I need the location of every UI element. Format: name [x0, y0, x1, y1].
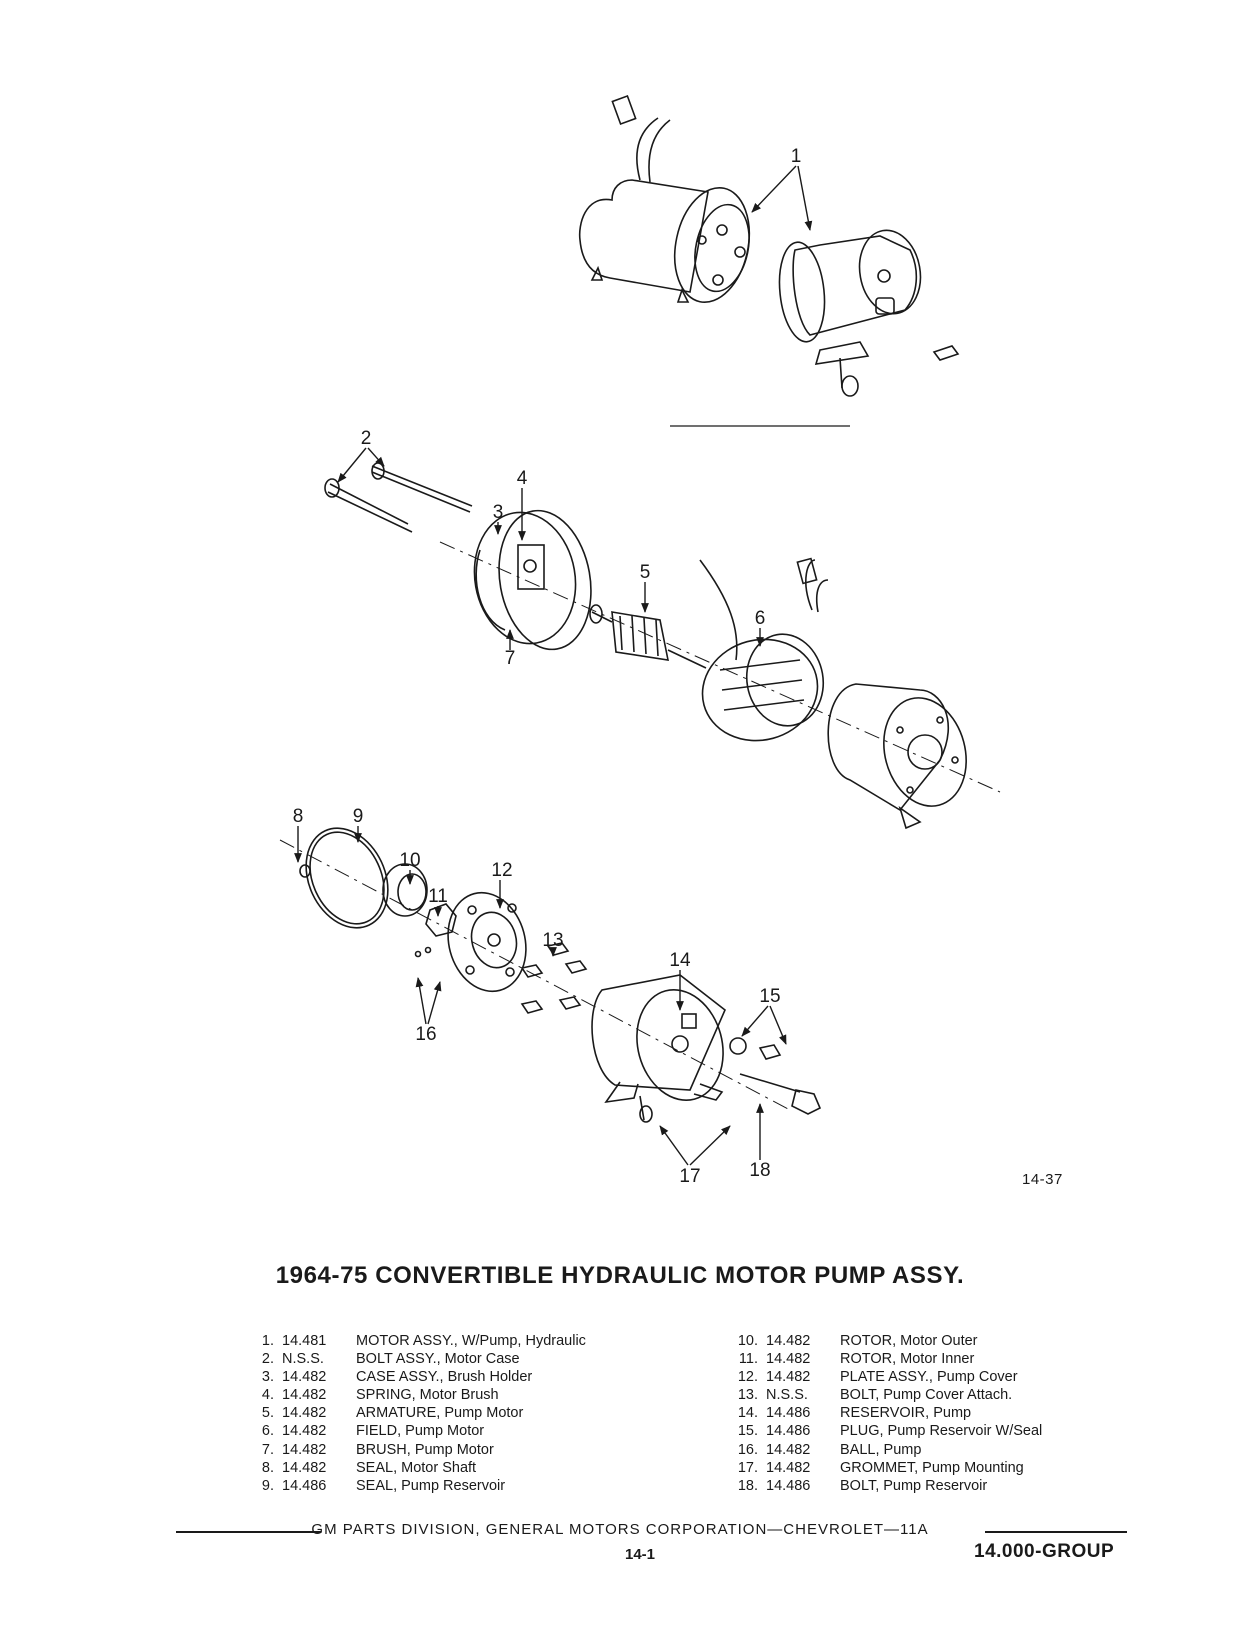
item-number: 9.	[261, 1477, 274, 1494]
list-item	[736, 1332, 1042, 1350]
callout-4: 4	[516, 468, 528, 489]
item-number: 8.	[261, 1459, 274, 1476]
pump-reservoir	[592, 975, 820, 1122]
figure-code: 14-37	[1022, 1171, 1063, 1188]
item-number: 16.	[737, 1441, 758, 1458]
item-code: 14.486	[282, 1477, 327, 1494]
callout-17: 17	[679, 1166, 701, 1187]
item-description: GROMMET, Pump Mounting	[840, 1459, 1024, 1476]
callout-arrows	[298, 166, 810, 1165]
case-bolts	[325, 463, 472, 532]
list-item	[736, 1422, 1042, 1440]
item-number: 12.	[737, 1369, 758, 1386]
callout-10: 10	[399, 850, 421, 871]
item-number: 4.	[261, 1387, 274, 1404]
page-title: 1964-75 CONVERTIBLE HYDRAULIC MOTOR PUMP ASSY.	[275, 1262, 965, 1289]
item-number: 5.	[261, 1405, 274, 1422]
item-description: BRUSH, Pump Motor	[356, 1441, 494, 1458]
item-description: SPRING, Motor Brush	[356, 1387, 499, 1404]
item-code: 14.482	[766, 1369, 811, 1386]
item-description: BOLT, Pump Cover Attach.	[840, 1387, 1013, 1404]
item-number: 18.	[737, 1477, 758, 1494]
parts-list-left	[252, 1332, 586, 1495]
callout-16: 16	[415, 1024, 437, 1045]
item-description: BOLT ASSY., Motor Case	[356, 1351, 520, 1368]
item-description: PLUG, Pump Reservoir W/Seal	[840, 1423, 1043, 1440]
item-number: 3.	[261, 1369, 274, 1386]
item-code: 14.486	[766, 1477, 811, 1494]
item-number: 2.	[261, 1351, 274, 1368]
list-item	[252, 1368, 586, 1386]
item-description: ROTOR, Motor Outer	[840, 1333, 978, 1349]
item-code: N.S.S.	[282, 1351, 324, 1368]
item-number: 1.	[261, 1333, 274, 1349]
callout-5: 5	[639, 562, 651, 583]
item-code: 14.482	[766, 1441, 811, 1458]
item-number: 17.	[737, 1459, 758, 1476]
callout-11: 11	[428, 886, 448, 907]
list-item	[736, 1350, 1042, 1368]
callout-2: 2	[360, 428, 372, 449]
item-number: 6.	[261, 1423, 274, 1440]
assembled-pump	[775, 225, 958, 396]
field-coil	[691, 559, 830, 754]
callout-8: 8	[292, 806, 304, 827]
motor-case	[828, 684, 978, 828]
item-description: SEAL, Pump Reservoir	[356, 1477, 506, 1494]
item-code: 14.482	[282, 1387, 327, 1404]
item-number: 14.	[737, 1405, 758, 1422]
item-description: BALL, Pump	[840, 1441, 922, 1458]
item-description: PLATE ASSY., Pump Cover	[840, 1369, 1018, 1386]
callout-12: 12	[491, 860, 513, 881]
item-code: 14.482	[766, 1459, 811, 1476]
item-description: RESERVOIR, Pump	[840, 1405, 972, 1422]
item-number: 13.	[737, 1387, 758, 1404]
callout-13: 13	[542, 930, 564, 951]
item-description: CASE ASSY., Brush Holder	[356, 1369, 533, 1386]
callout-15: 15	[759, 986, 781, 1007]
list-item	[736, 1386, 1042, 1404]
list-item	[736, 1441, 1042, 1459]
list-item	[252, 1350, 586, 1368]
brush-holder-case	[464, 503, 601, 657]
item-code: 14.482	[282, 1459, 327, 1476]
item-number: 7.	[261, 1441, 274, 1458]
callout-labels	[293, 146, 802, 1187]
callout-6: 6	[754, 608, 766, 629]
list-item	[252, 1441, 586, 1459]
item-code: 14.486	[766, 1405, 811, 1422]
assembled-motor	[580, 96, 760, 309]
item-number: 15.	[737, 1423, 758, 1440]
callout-9: 9	[352, 806, 364, 827]
item-description: ARMATURE, Pump Motor	[356, 1405, 524, 1422]
footer-publisher: GM PARTS DIVISION, GENERAL MOTORS CORPORATION—CHEVROLET—11A	[311, 1521, 929, 1538]
item-code: 14.482	[282, 1369, 327, 1386]
parts-list-right	[736, 1332, 1042, 1495]
list-item	[252, 1477, 586, 1495]
item-code: 14.481	[282, 1333, 327, 1349]
list-item	[252, 1422, 586, 1440]
list-item	[252, 1459, 586, 1477]
list-item	[736, 1477, 1042, 1495]
group-number: 14.000-GROUP	[974, 1541, 1115, 1562]
item-description: MOTOR ASSY., W/Pump, Hydraulic	[356, 1333, 586, 1349]
list-item	[736, 1404, 1042, 1422]
item-code: 14.482	[282, 1405, 327, 1422]
list-item	[252, 1404, 586, 1422]
callout-1: 1	[790, 146, 802, 167]
item-code: 14.482	[766, 1333, 811, 1349]
callout-14: 14	[669, 950, 691, 971]
item-number: 11.	[738, 1351, 758, 1368]
callout-7: 7	[504, 648, 516, 669]
item-description: BOLT, Pump Reservoir	[840, 1477, 988, 1494]
callout-3: 3	[492, 502, 504, 523]
item-code: N.S.S.	[766, 1387, 808, 1404]
list-item	[736, 1368, 1042, 1386]
item-code: 14.482	[766, 1351, 811, 1368]
item-number: 10.	[737, 1333, 758, 1349]
callout-18: 18	[749, 1160, 771, 1181]
list-item	[736, 1459, 1042, 1477]
item-code: 14.482	[282, 1441, 327, 1458]
item-description: ROTOR, Motor Inner	[840, 1351, 975, 1368]
item-description: FIELD, Pump Motor	[356, 1423, 485, 1440]
item-code: 14.482	[282, 1423, 327, 1440]
page-number: 14-1	[625, 1546, 656, 1563]
list-item	[252, 1332, 586, 1350]
item-description: SEAL, Motor Shaft	[356, 1459, 477, 1476]
list-item	[252, 1386, 586, 1404]
item-code: 14.486	[766, 1423, 811, 1440]
armature	[590, 605, 706, 668]
